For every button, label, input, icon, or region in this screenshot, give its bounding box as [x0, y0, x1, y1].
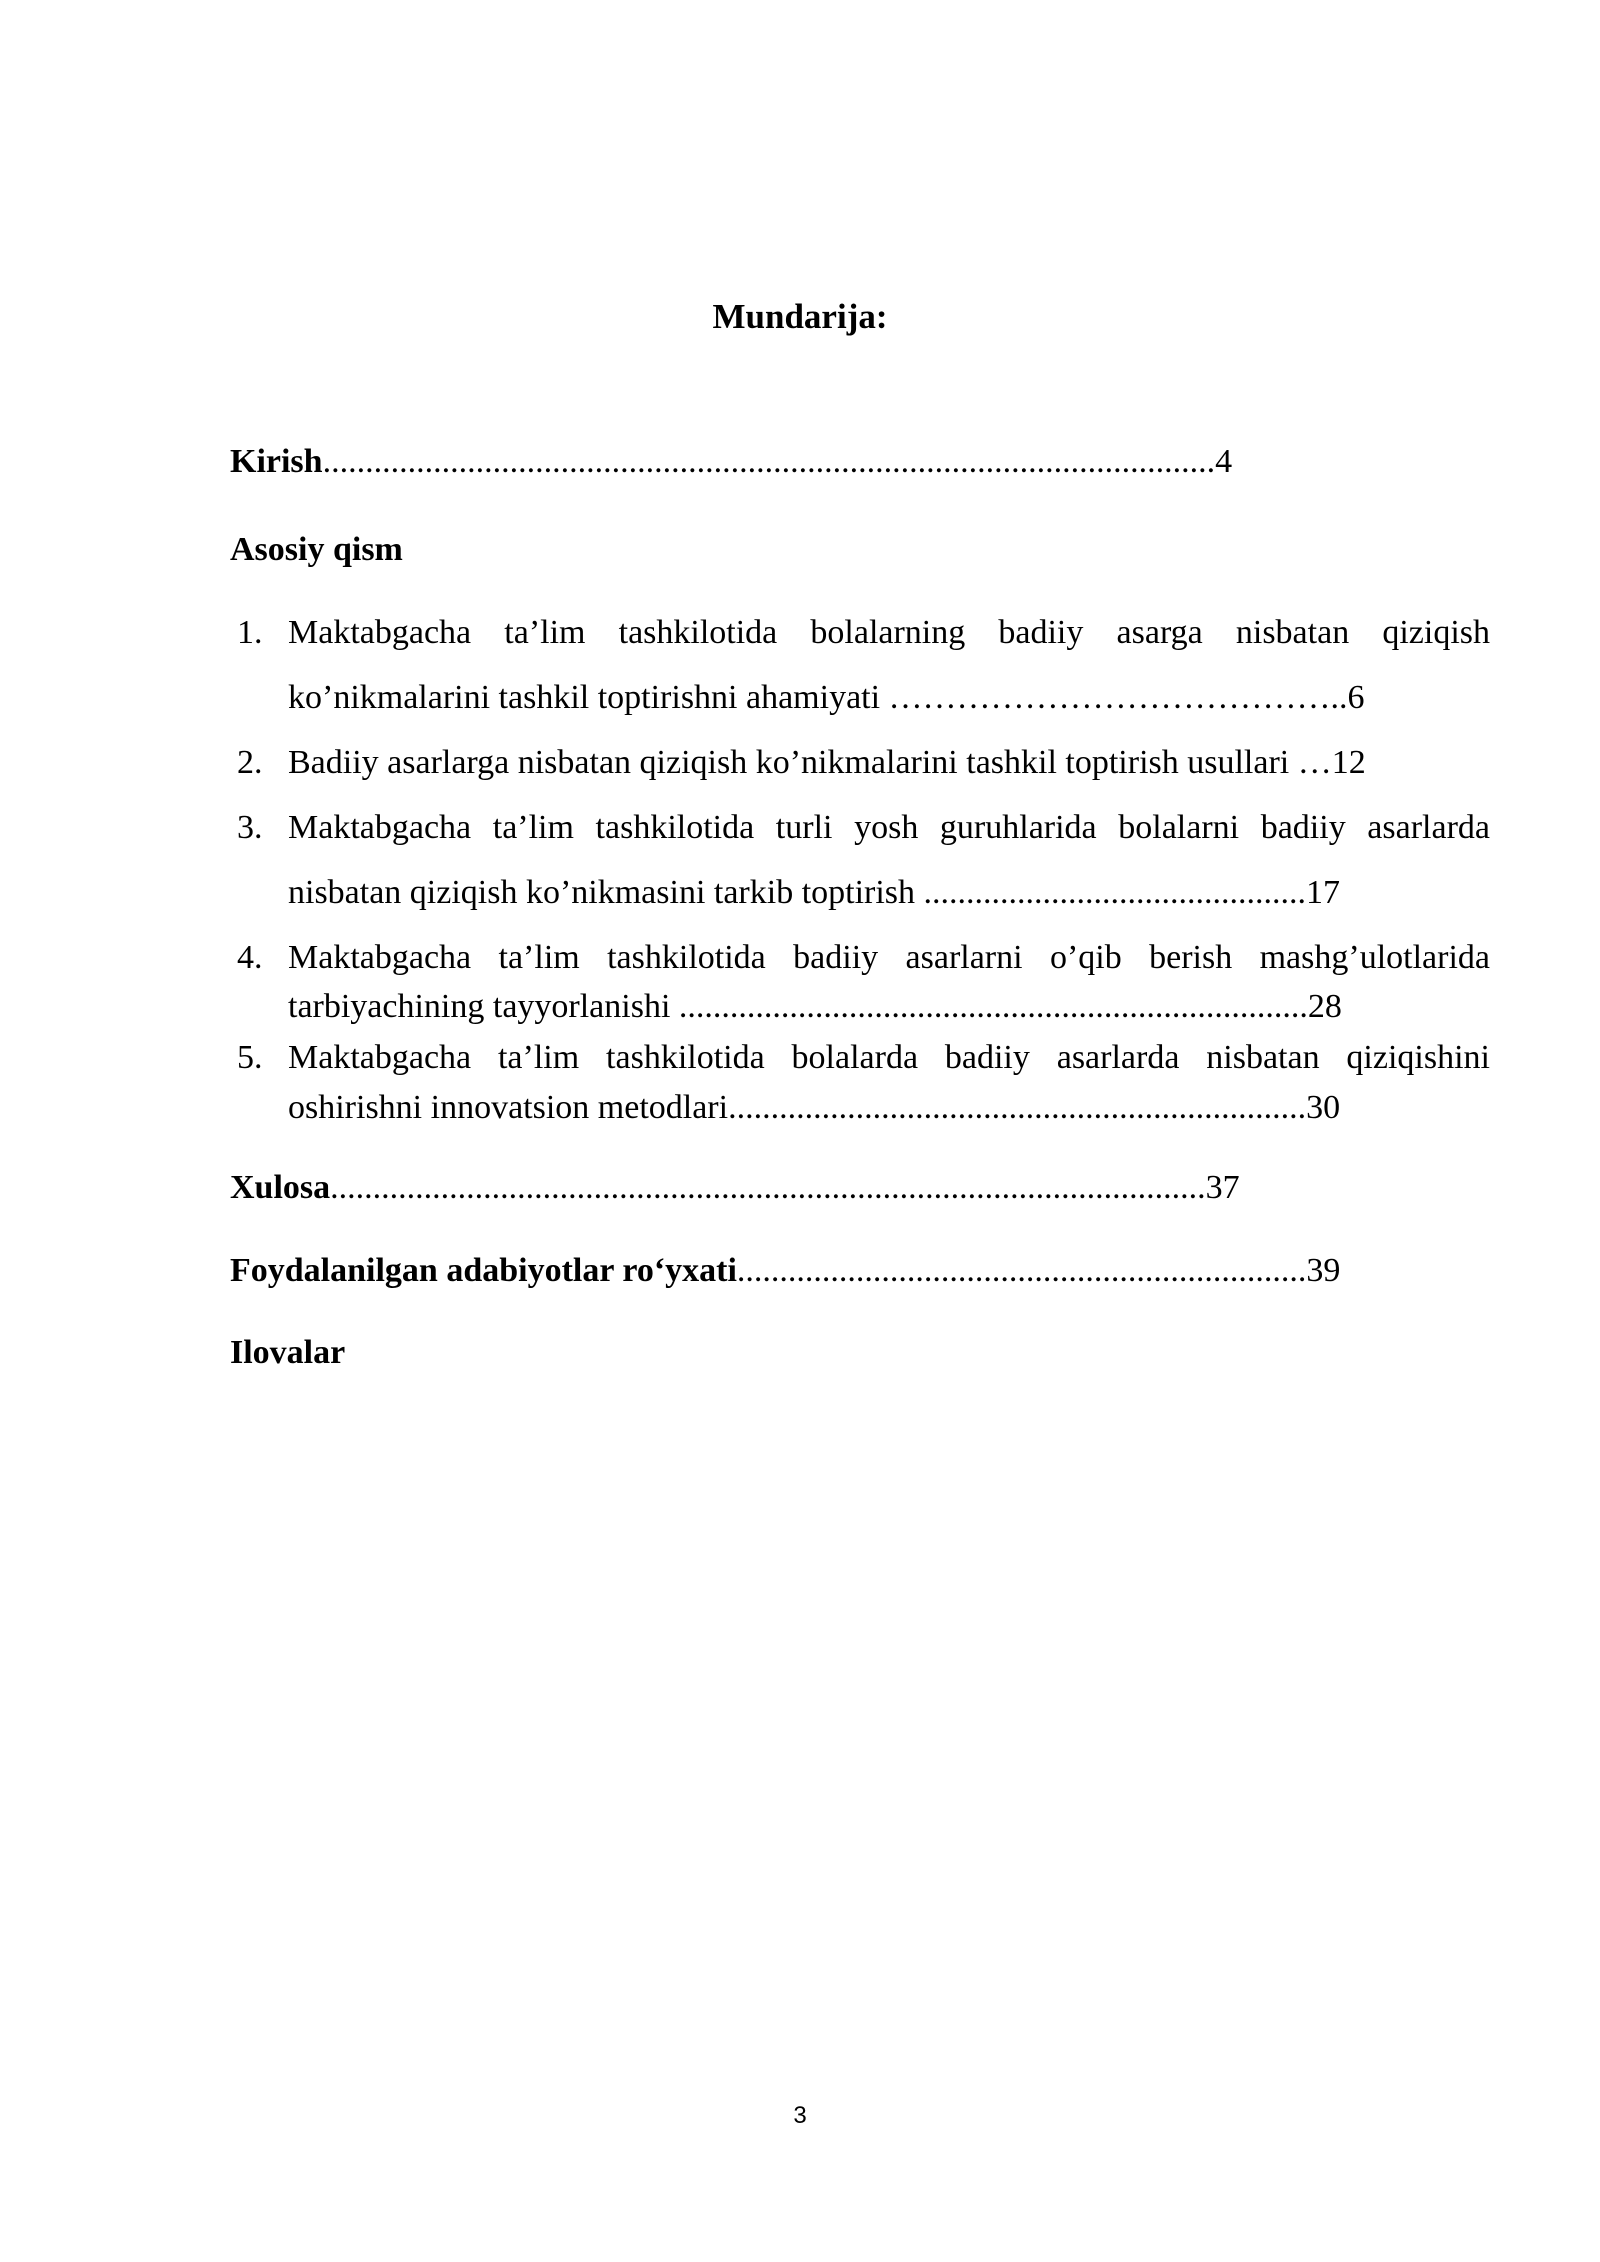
toc-title: Mundarija: [712, 297, 888, 336]
toc-entry-xulosa [230, 1166, 1240, 1210]
toc-item-number: 2. [237, 744, 263, 781]
toc-page-number: 39 [1306, 1252, 1341, 1289]
toc-leader-dots: ......................................................................................................... [322, 443, 1216, 480]
toc-item-5-line2: oshirishni innovatsion metodlari....................................................................30 [288, 1089, 1341, 1126]
toc-item-4-line2: tarbiyachining tayyorlanishi ..........................................................................28 [288, 988, 1342, 1025]
toc-item-1-line2: ko’nikmalarini tashkil toptirishni ahamiyati …………………………………..6 [288, 679, 1365, 716]
toc-item-5-line1: Maktabgacha ta’lim tashkilotida bolalarda badiiy asarlarda nisbatan qiziqishini [288, 1039, 1490, 1076]
toc-item-number: 5. [237, 1039, 263, 1076]
toc-entry-ilovalar: Ilovalar [230, 1334, 346, 1371]
toc-item-3-line1: Maktabgacha ta’lim tashkilotida turli yosh guruhlarida bolalarni badiiy asarlarda [288, 809, 1490, 846]
toc-item-2-line1: Badiiy asarlarga nisbatan qiziqish ko’nikmalarini tashkil toptirish usullari …12 [288, 744, 1366, 781]
toc-item-number: 3. [237, 809, 263, 846]
toc-page-number: 37 [1205, 1169, 1240, 1206]
toc-item-number: 4. [237, 939, 263, 976]
toc-page-number: 4 [1215, 443, 1233, 480]
toc-section-heading: Asosiy qism [230, 531, 403, 568]
toc-leader-dots: ....................................................................................................... [330, 1169, 1206, 1206]
toc-item-1-line1: Maktabgacha ta’lim tashkilotida bolalarning badiiy asarga nisbatan qiziqish [288, 614, 1490, 651]
toc-leader-dots: ................................................................... [736, 1252, 1307, 1289]
toc-item-3-line2: nisbatan qiziqish ko’nikmasini tarkib toptirish .............................................17 [288, 874, 1341, 911]
page-number: 3 [793, 2102, 807, 2129]
toc-entry-adabiyotlar [230, 1249, 1340, 1293]
toc-entry-label: Kirish [230, 443, 323, 480]
toc-entry-label: Xulosa [230, 1169, 331, 1206]
toc-entry-label: Foydalanilgan adabiyotlar ro‘yxati [230, 1252, 737, 1289]
toc-item-number: 1. [237, 614, 263, 651]
toc-entry-kirish [230, 440, 1232, 484]
toc-item-4-line1: Maktabgacha ta’lim tashkilotida badiiy asarlarni o’qib berish mashg’ulotlarida [288, 939, 1490, 976]
